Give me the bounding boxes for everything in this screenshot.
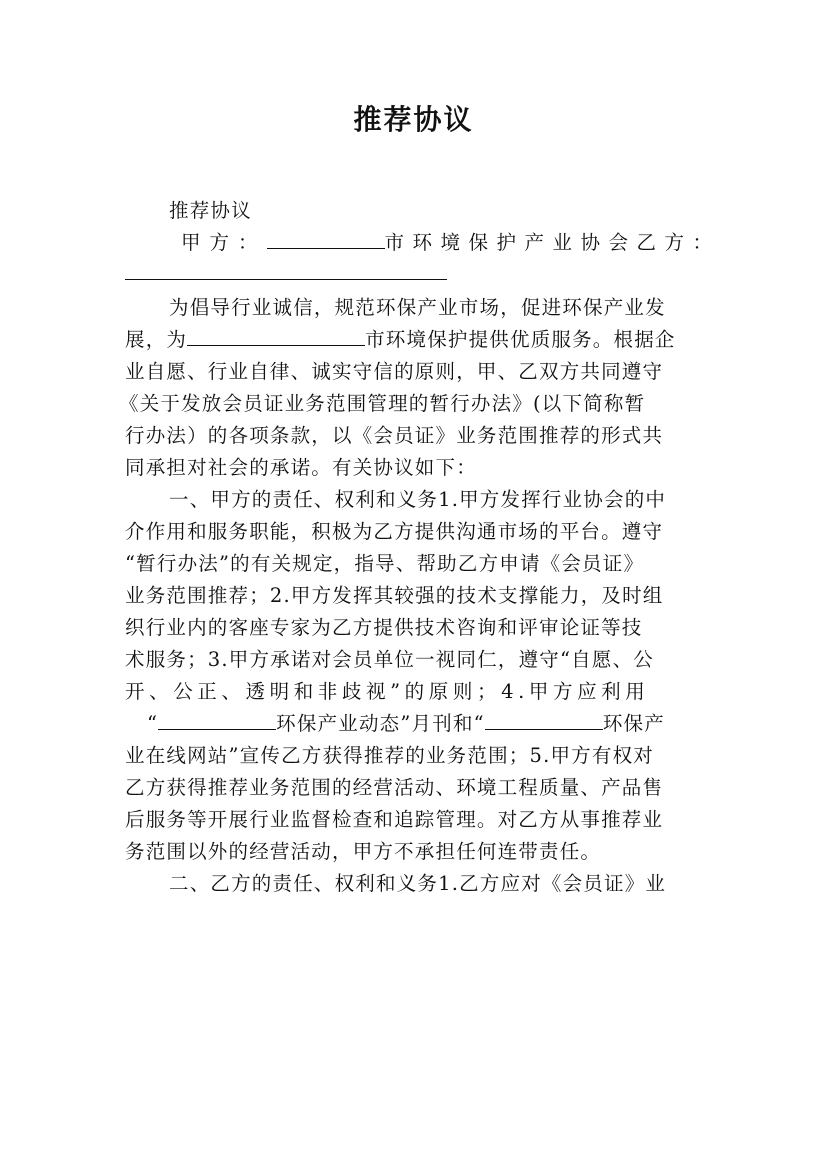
p1-line-4: 《关于发放会员证业务范围管理的暂行办法》(以下简称暂 [119,392,646,415]
magazine-blank [158,711,276,730]
p2-line-8 [125,708,700,740]
p2-line-1: 一、甲方的责任、权利和义务1.甲方发挥行业协会的中 [169,488,667,511]
document-subtitle: 推荐协议 [169,199,252,222]
p1-line-5: 行办法）的各项条款，以《会员证》业务范围推荐的形式共 [125,424,664,447]
party-b-blank [125,259,447,280]
p3-line-1: 二、乙方的责任、权利和义务1.乙方应对《会员证》业 [169,872,667,895]
p2-line-4: 业务范围推荐；2.甲方发挥其较强的技术支撑能力，及时组 [125,584,664,607]
p2-line-5: 织行业内的客座专家为乙方提供技术咨询和评审论证等技 [125,616,643,639]
party-a-label: 甲方： [181,231,267,254]
p2-line-12: 务范围以外的经营活动，甲方不承担任何连带责任。 [125,840,602,863]
city-blank [187,327,365,346]
p2-line-6: 术服务；3.甲方承诺对会员单位一视同仁，遵守“自愿、公 [125,648,654,671]
p1-line-6: 同承担对社会的承诺。有关协议如下： [125,456,477,479]
p1-line-2a: 展，为 [125,328,188,351]
p1-line-3: 业自愿、行业自律、诚实守信的原则，甲、乙双方共同遵守 [125,360,664,383]
party-line [125,227,721,259]
party-line-rest: 市环境保护产业协会乙方： [384,231,721,254]
p1-line-1: 为倡导行业诚信，规范环保产业市场，促进环保产业发 [169,296,666,319]
p2-line-10: 乙方获得推荐业务范围的经营活动、环境工程质量、产品售 [125,776,664,799]
p2-line-11: 后服务等开展行业监督检查和追踪管理。对乙方从事推荐业 [125,808,664,831]
document-body [119,195,721,900]
party-a-blank [267,230,385,249]
p1-line-2b: 市环境保护提供优质服务。根据企 [365,328,676,351]
p2-line-7: 开、公正、透明和非歧视”的原则；4.甲方应利用 [125,680,650,703]
p2-line-8c: 环保产 [602,712,665,735]
website-blank [485,711,603,730]
p2-line-8a: “ [147,712,159,735]
document-title: 推荐协议 [353,103,474,136]
p1-line-2 [125,324,700,356]
p2-line-8b: 环保产业动态”月刊和“ [276,712,485,735]
p2-line-9: 业在线网站”宣传乙方获得推荐的业务范围；5.甲方有权对 [125,744,654,767]
p2-line-2: 介作用和服务职能，积极为乙方提供沟通市场的平台。遵守 [125,520,664,543]
p2-line-3: “暂行办法”的有关规定，指导、帮助乙方申请《会员证》 [125,552,645,575]
